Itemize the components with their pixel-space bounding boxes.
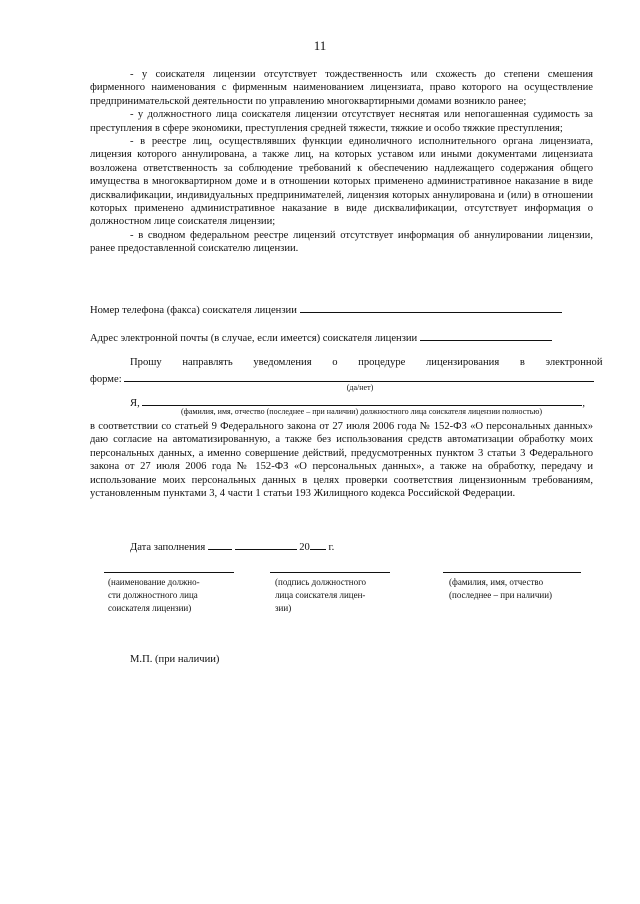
condition-trade-name: - у соискателя лицензии отсутствует тождественность или схожесть до степени смешения фирменного наименования с фирменным наименованием лицензиата, право которого на осуществление предпринимательской деятельности по управлению многоквартирными домами возникло ранее; (90, 69, 593, 107)
full-name-field[interactable] (142, 395, 582, 406)
notify-row-1 (130, 357, 603, 368)
date-year-field[interactable] (310, 539, 326, 550)
phone-field[interactable] (300, 302, 562, 313)
full-name-caption: (фамилия, имя, отчество (последнее – при наличии) (449, 577, 553, 600)
date-year-prefix: 20 (299, 542, 310, 553)
position-signature-line[interactable] (104, 572, 234, 573)
i-label: Я, (130, 398, 140, 409)
notify-hint: (да/нет) (346, 383, 374, 392)
name-row: Я, , (130, 395, 593, 409)
email-label: Адрес электронной почты (в случае, если имеется) соискателя лицензии (90, 333, 418, 344)
stamp-label: М.П. (при наличии) (130, 654, 220, 665)
notify-text-line1: Прошу направлять уведомления о процедуре лицензирования в электронной (130, 357, 603, 368)
date-month-field[interactable] (235, 539, 297, 550)
email-field[interactable] (420, 330, 552, 341)
date-day-field[interactable] (208, 539, 232, 550)
position-caption: (наименование должно- сти должностного лица соискателя лицензии) (108, 577, 200, 613)
license-conditions (90, 68, 593, 256)
name-hint: (фамилия, имя, отчество (последнее – при наличии) должностного лица соискателя лицензии полностью) (180, 407, 542, 416)
signature-caption: (подпись должностного лица соискателя лицен- зии) (275, 577, 367, 613)
notify-answer-field[interactable] (124, 371, 594, 382)
consent-text: в соответствии со статьей 9 Федерального закона от 27 июля 2006 года № 152-ФЗ «О персональных данных» даю согласие на автоматизированную, а также без использования средств автоматизации обработку моих персональных данных, а именно совершение действий, предусмотренных пунктом 3 статьи 3 Федерального закона от 27 июля 2006 года № 152-ФЗ «О персональных данных», а также на обработку, передачу и использование моих персональных данных в целях проверки соответствия лицензионным требованиям, установленным пунктами 3, 4 части 1 статьи 193 Жилищного кодекса Российской Федерации. (90, 421, 593, 500)
notify-text-line2: форме: (90, 374, 122, 385)
date-row (130, 539, 430, 553)
phone-row (90, 302, 593, 316)
condition-criminal-record: - у должностного лица соискателя лицензии отсутствует неснятая или непогашенная судимость за преступления в сфере экономики, преступления средней тяжести, тяжкие и особо тяжкие преступления; (90, 109, 593, 134)
full-name-signature-line[interactable] (443, 572, 581, 573)
email-row (90, 330, 593, 344)
condition-federal-registry: - в сводном федеральном реестре лицензий отсутствует информация об аннулировании лицензии, ранее предоставленной соискателю лицензии. (90, 229, 593, 255)
page-number: 11 (313, 38, 327, 53)
date-suffix: г. (328, 542, 335, 553)
condition-disqualification-registry: - в реестре лиц, осуществлявших функции единоличного исполнительного органа лицензиата, лицензия которого аннулирована, а также лиц, на которых уставом или иными документами лицензиата возложена ответственность за соблюдение требований к обеспечению надлежащего содержания общего имущества в многоквартирном доме и в отношении которых применено административное наказание в виде дисквалификации, индивидуальных предпринимателей, лицензия которых аннулирована и (или) в отношении которых применено административное наказание в виде дисквалификации, отсутствует информация о должностном лице соискателя лицензии; (90, 136, 593, 228)
phone-label: Номер телефона (факса) соискателя лицензии (90, 305, 297, 316)
signature-line[interactable] (270, 572, 390, 573)
date-label: Дата заполнения (130, 542, 206, 553)
